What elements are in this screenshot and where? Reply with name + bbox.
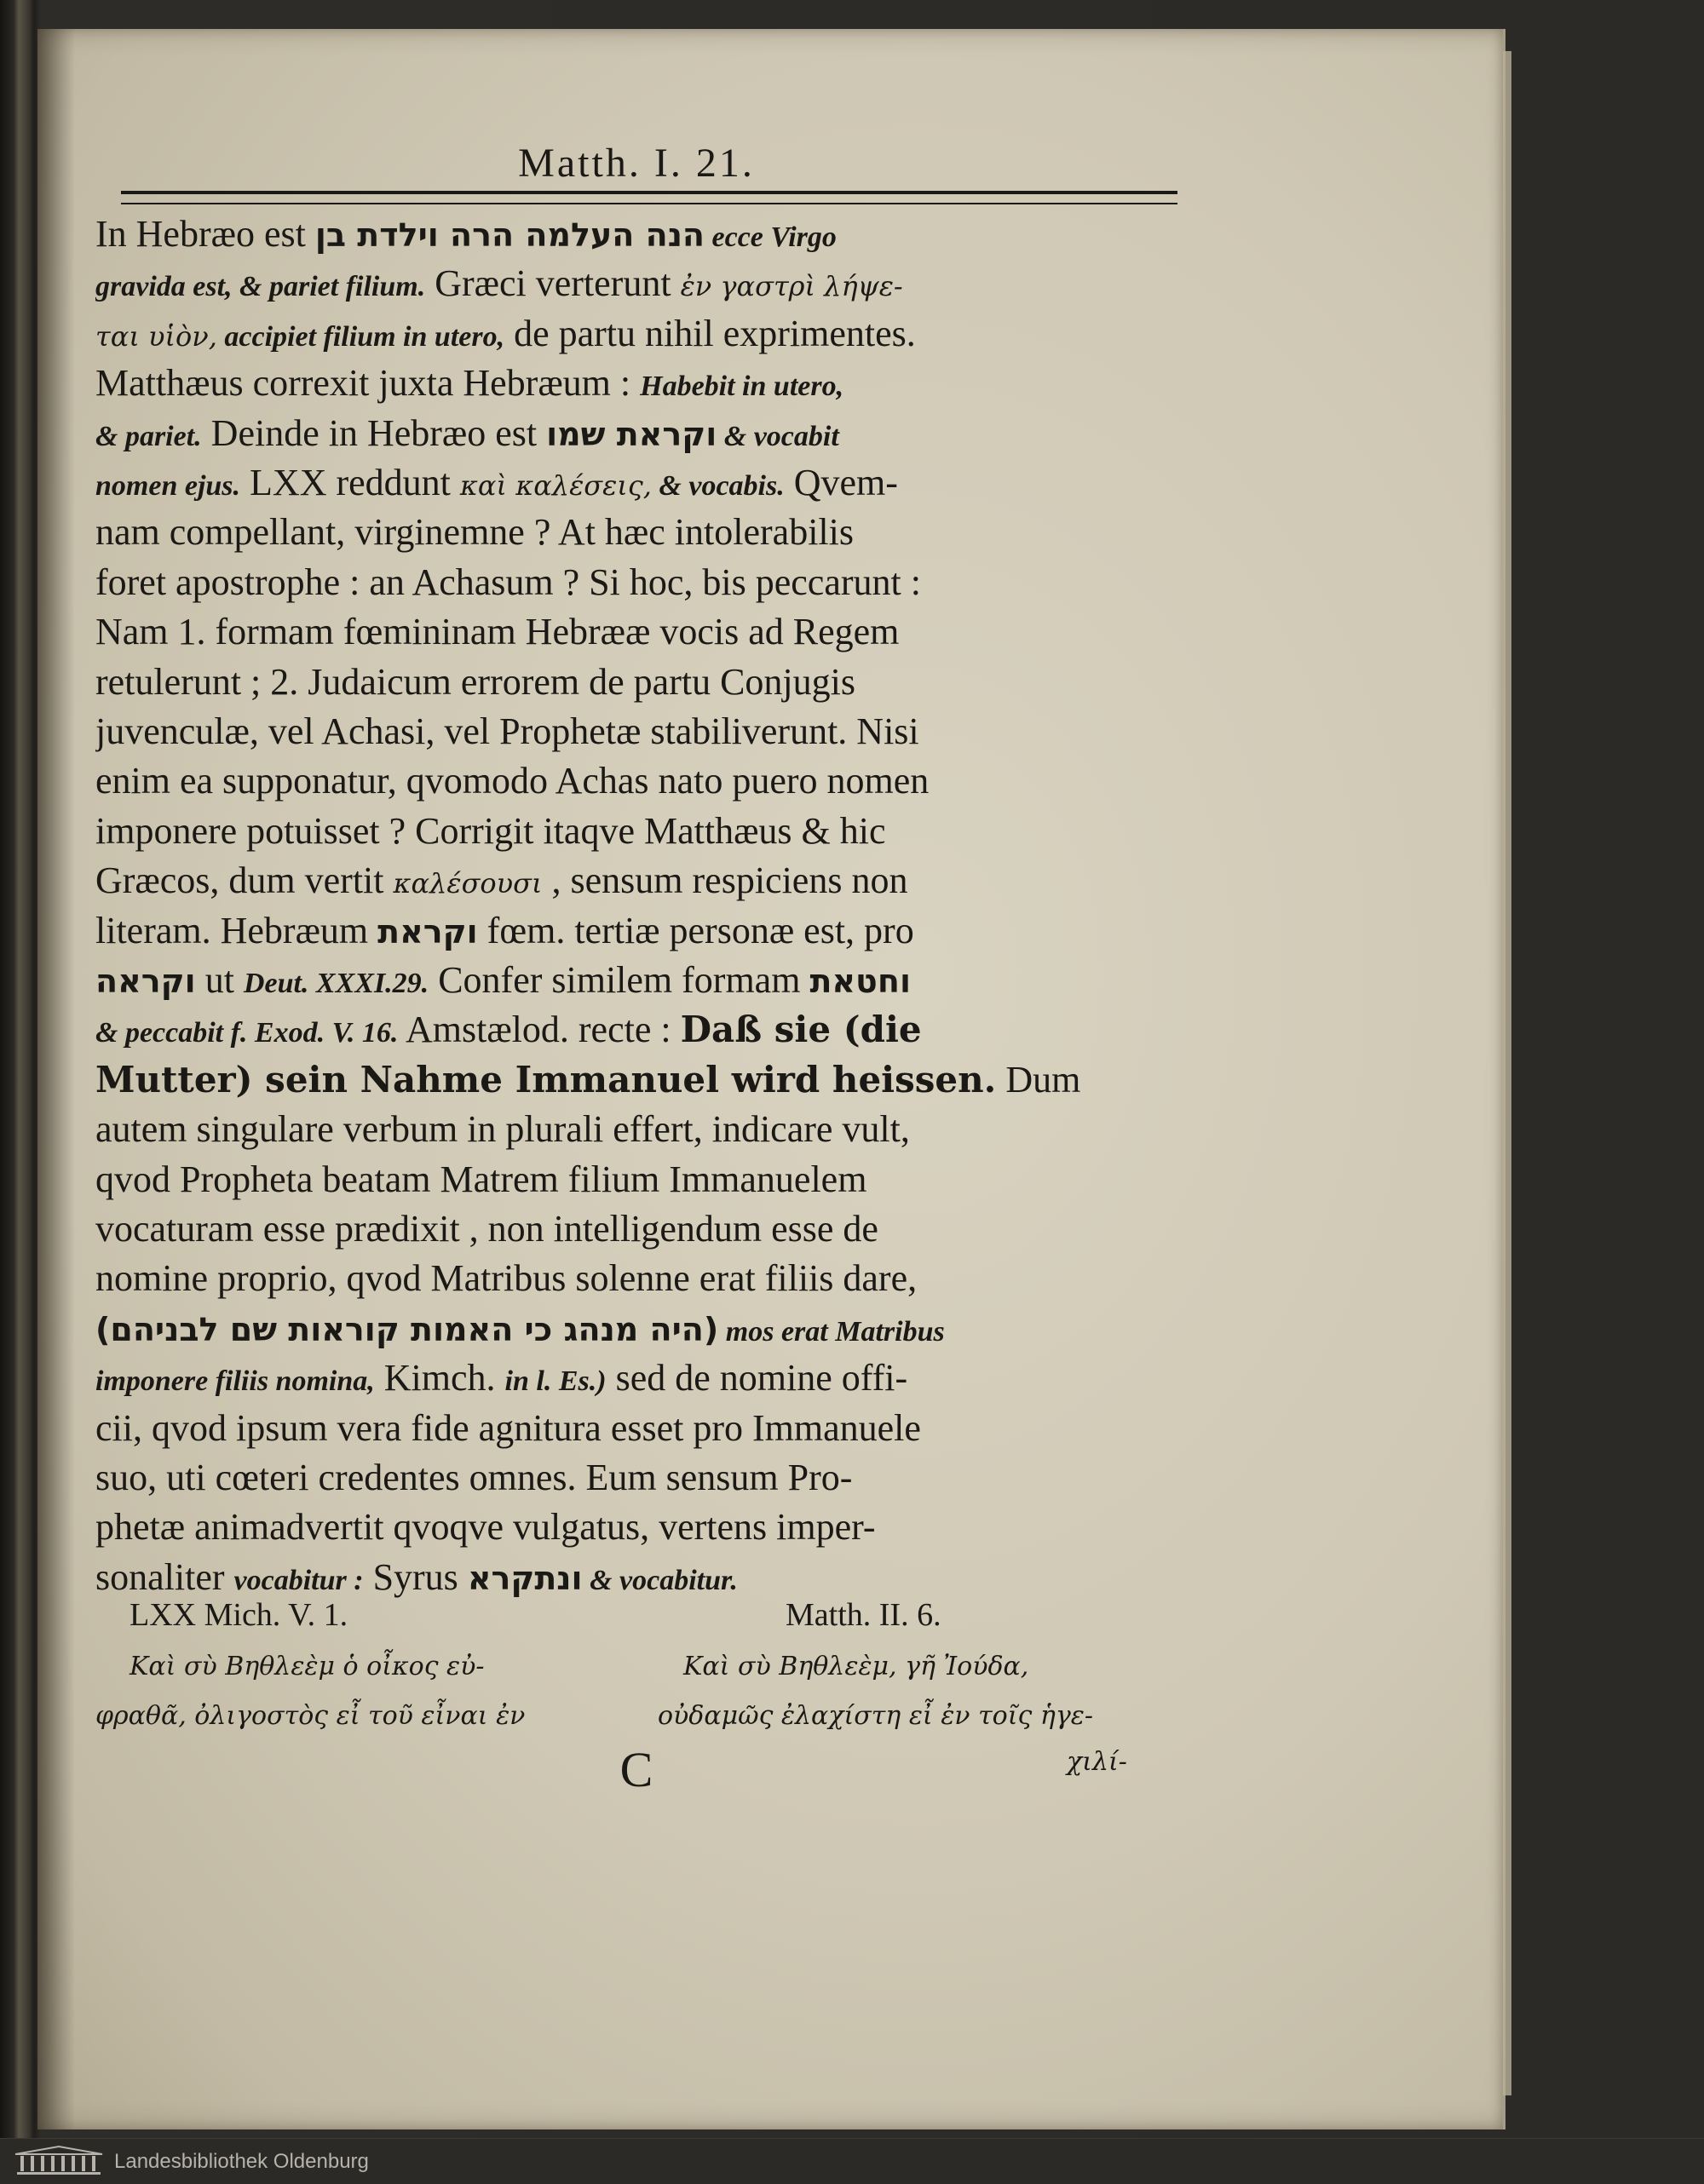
latin-text: cii, qvod ipsum vera fide agnitura esset pro Immanuele bbox=[95, 1406, 921, 1449]
text-line bbox=[95, 1304, 1177, 1354]
latin-text: autem singulare verbum in plurali effert, indicare vult, bbox=[95, 1108, 910, 1151]
library-building-icon bbox=[12, 2146, 106, 2176]
latin-text: & vocabitur. bbox=[582, 1564, 738, 1596]
latin-text: imponere potuisset ? Corrigit itaqve Matthæus & hic bbox=[95, 809, 886, 852]
latin-text: imponere filiis nomina, bbox=[95, 1365, 375, 1398]
text-line bbox=[95, 1503, 1177, 1552]
text-line bbox=[95, 956, 1177, 1005]
latin-text: sed de nomine offi- bbox=[606, 1357, 908, 1399]
text-line bbox=[95, 1453, 1177, 1503]
latin-text: juvenculæ, vel Achasi, vel Prophetæ stabiliverunt. Nisi bbox=[95, 710, 919, 752]
text-line bbox=[95, 856, 1177, 905]
latin-text: LXX reddunt bbox=[240, 462, 460, 503]
text-line bbox=[95, 707, 1177, 756]
latin-text: & peccabit f. Exod. V. 16. bbox=[95, 1017, 399, 1049]
signature-mark: C bbox=[619, 1742, 653, 1797]
text-line bbox=[95, 1254, 1177, 1303]
text-line bbox=[95, 1204, 1177, 1254]
text-line bbox=[95, 309, 1177, 359]
text-line bbox=[95, 1105, 1177, 1154]
hebrew-text: הנה העלמה הרה וילדת בן bbox=[314, 216, 705, 254]
left-greek-line: Καὶ σὺ Βηθλεὲμ ὁ οἶκος εὐ- bbox=[130, 1652, 485, 1681]
right-greek-line: Καὶ σὺ Βηθλεὲμ, γῆ Ἰούδα, bbox=[683, 1652, 1029, 1681]
text-line bbox=[95, 807, 1177, 856]
latin-text: Syrus bbox=[363, 1555, 468, 1598]
latin-text: In Hebræo est bbox=[95, 213, 315, 255]
hebrew-text: וקראת bbox=[377, 912, 478, 951]
library-name: Landesbibliothek Oldenburg bbox=[114, 2150, 369, 2173]
latin-text: ut bbox=[195, 959, 244, 1001]
latin-text: ecce Virgo bbox=[705, 221, 837, 253]
right-column-head: Matth. II. 6. bbox=[786, 1597, 941, 1633]
hebrew-text: (היה מנהג כי האמות קוראות שם לבניהם) bbox=[95, 1310, 719, 1348]
text-line bbox=[95, 906, 1177, 956]
latin-text: Habebit in utero, bbox=[640, 371, 844, 403]
latin-text: Græcos, dum vertit bbox=[95, 859, 394, 902]
latin-text: qvod Propheta beatam Matrem filium Immanuelem bbox=[95, 1158, 867, 1200]
latin-text: in l. Es.) bbox=[504, 1365, 607, 1398]
right-greek-line: χιλί- bbox=[1067, 1747, 1127, 1777]
text-line bbox=[95, 1005, 1177, 1055]
hebrew-text: ונתקרא bbox=[467, 1559, 583, 1597]
latin-text: & vocabit bbox=[717, 420, 839, 452]
text-line bbox=[95, 458, 1177, 508]
latin-text: retulerunt ; 2. Judaicum errorem de partu Conjugis bbox=[95, 660, 855, 703]
page-gutter-shadow bbox=[37, 29, 75, 2129]
text-line bbox=[95, 359, 1177, 408]
greek-text: καλέσουσι bbox=[393, 867, 543, 900]
latin-text: nomine proprio, qvod Matribus solenne erat filiis dare, bbox=[95, 1257, 918, 1300]
text-line bbox=[95, 1155, 1177, 1204]
head-rule bbox=[121, 191, 1177, 204]
hebrew-text: וקראת שמו bbox=[546, 415, 717, 453]
latin-text: vocabitur : bbox=[233, 1564, 364, 1596]
hebrew-text: וקראה bbox=[95, 963, 196, 1000]
latin-text: nam compellant, virginemne ? At hæc intolerabilis bbox=[95, 511, 854, 554]
left-greek-line: φραθᾶ, ὀλιγοστὸς εἶ τοῦ εἶναι ἐν bbox=[95, 1701, 526, 1731]
latin-text: Nam 1. formam fœmininam Hebrææ vocis ad Regem bbox=[95, 611, 900, 653]
german-text: Daß sie (die bbox=[680, 1009, 922, 1051]
text-line bbox=[95, 756, 1177, 806]
latin-text: Kimch. bbox=[374, 1357, 505, 1399]
latin-text: phetæ animadvertit qvoqve vulgatus, vertens imper- bbox=[95, 1506, 876, 1549]
latin-text: suo, uti cœteri credentes omnes. Eum sensum Pro- bbox=[95, 1457, 853, 1498]
latin-text: gravida est, & pariet filium. bbox=[95, 271, 426, 303]
german-text: Mutter) sein Nahme Immanuel wird heissen. bbox=[95, 1058, 997, 1101]
greek-text: καὶ καλέσεις, bbox=[459, 469, 652, 502]
text-line bbox=[95, 1354, 1177, 1403]
latin-text: nomen ejus. bbox=[95, 470, 241, 502]
greek-text: ται υἱὸν, bbox=[95, 319, 217, 353]
text-line bbox=[95, 508, 1177, 557]
latin-text: Dum bbox=[996, 1058, 1081, 1101]
latin-text: de partu nihil exprimentes. bbox=[504, 312, 916, 354]
text-line bbox=[95, 259, 1177, 308]
text-line bbox=[95, 1404, 1177, 1453]
latin-text: accipiet filium in utero, bbox=[216, 320, 505, 353]
greek-text: ἐν γαστρὶ λήψε- bbox=[680, 270, 903, 303]
text-line bbox=[95, 210, 1177, 259]
latin-text: Deinde in Hebræo est bbox=[201, 411, 547, 454]
text-line bbox=[95, 409, 1177, 458]
latin-text: enim ea supponatur, qvomodo Achas nato puero nomen bbox=[95, 760, 930, 802]
latin-text: sonaliter bbox=[95, 1555, 234, 1598]
page-edge bbox=[1503, 51, 1511, 2095]
latin-text: Deut. XXXI.29. bbox=[243, 968, 429, 999]
text-line bbox=[95, 1055, 1177, 1105]
running-head: Matth. I. 21. bbox=[518, 141, 755, 186]
latin-text: fœm. tertiæ personæ est, pro bbox=[477, 909, 914, 951]
latin-text: Confer similem formam bbox=[429, 959, 810, 1001]
latin-text: Matthæus correxit juxta Hebræum : bbox=[95, 362, 641, 405]
latin-text: Amstælod. recte : bbox=[398, 1009, 681, 1051]
right-greek-line: οὐδαμῶς ἐλαχίστη εἶ ἐν τοῖς ἡγε- bbox=[658, 1701, 1093, 1731]
latin-text: Qvem- bbox=[784, 462, 898, 503]
text-line bbox=[95, 658, 1177, 707]
text-line bbox=[95, 558, 1177, 607]
latin-text: Græci verterunt bbox=[425, 262, 681, 305]
hebrew-text: וחטאת bbox=[809, 963, 912, 1000]
latin-text: literam. Hebræum bbox=[95, 909, 378, 951]
latin-text: foret apostrophe : an Achasum ? Si hoc, bis peccarunt : bbox=[95, 560, 921, 603]
latin-text: vocaturam esse prædixit , non intelligendum esse de bbox=[95, 1208, 878, 1250]
latin-text: mos erat Matribus bbox=[718, 1315, 945, 1348]
footer-bar bbox=[0, 2138, 1704, 2184]
latin-text: & vocabis. bbox=[651, 470, 785, 502]
left-column-head: LXX Mich. V. 1. bbox=[130, 1597, 348, 1633]
latin-text: , sensum respiciens non bbox=[542, 859, 908, 902]
latin-text: & pariet. bbox=[95, 420, 202, 452]
text-line bbox=[95, 607, 1177, 657]
